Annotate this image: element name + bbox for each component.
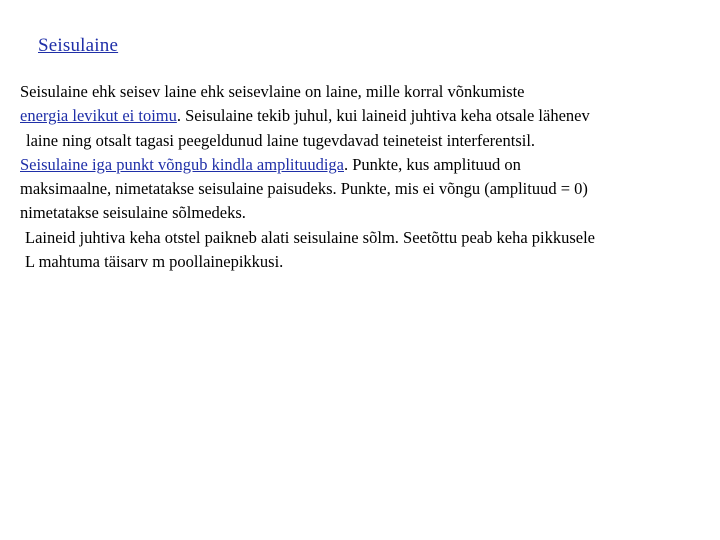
text-fragment: . Seisulaine tekib juhul, kui laineid juhtiva keha otsale lähenev xyxy=(176,106,590,126)
page-title-link[interactable]: Seisulaine xyxy=(38,35,119,56)
text-line: laine ning otsalt tagasi peegeldunud laine tugevdavad teineteist interferentsil. xyxy=(26,130,536,150)
amplitude-link[interactable]: Seisulaine iga punkt võngub kindla amplituudiga xyxy=(20,154,344,174)
text-line: Seisulaine ehk seisev laine ehk seisevlaine on laine, mille korral võnkumiste xyxy=(20,82,525,101)
text-line xyxy=(20,104,720,128)
body-text xyxy=(20,80,720,274)
text-line xyxy=(20,153,720,177)
text-fragment: . Punkte, kus amplituud on xyxy=(344,154,521,174)
energy-link[interactable]: energia levikut ei toimu xyxy=(20,106,177,126)
text-line: L mahtuma täisarv m poollainepikkusi. xyxy=(25,252,284,272)
text-line: Laineid juhtiva keha otstel paikneb alati seisulaine sõlm. Seetõttu peab keha pikkusele xyxy=(25,227,596,247)
text-line: maksimaalne, nimetatakse seisulaine paisudeks. Punkte, mis ei võngu (amplituud = 0) xyxy=(20,179,588,199)
text-line: nimetatakse seisulaine sõlmedeks. xyxy=(20,203,246,223)
